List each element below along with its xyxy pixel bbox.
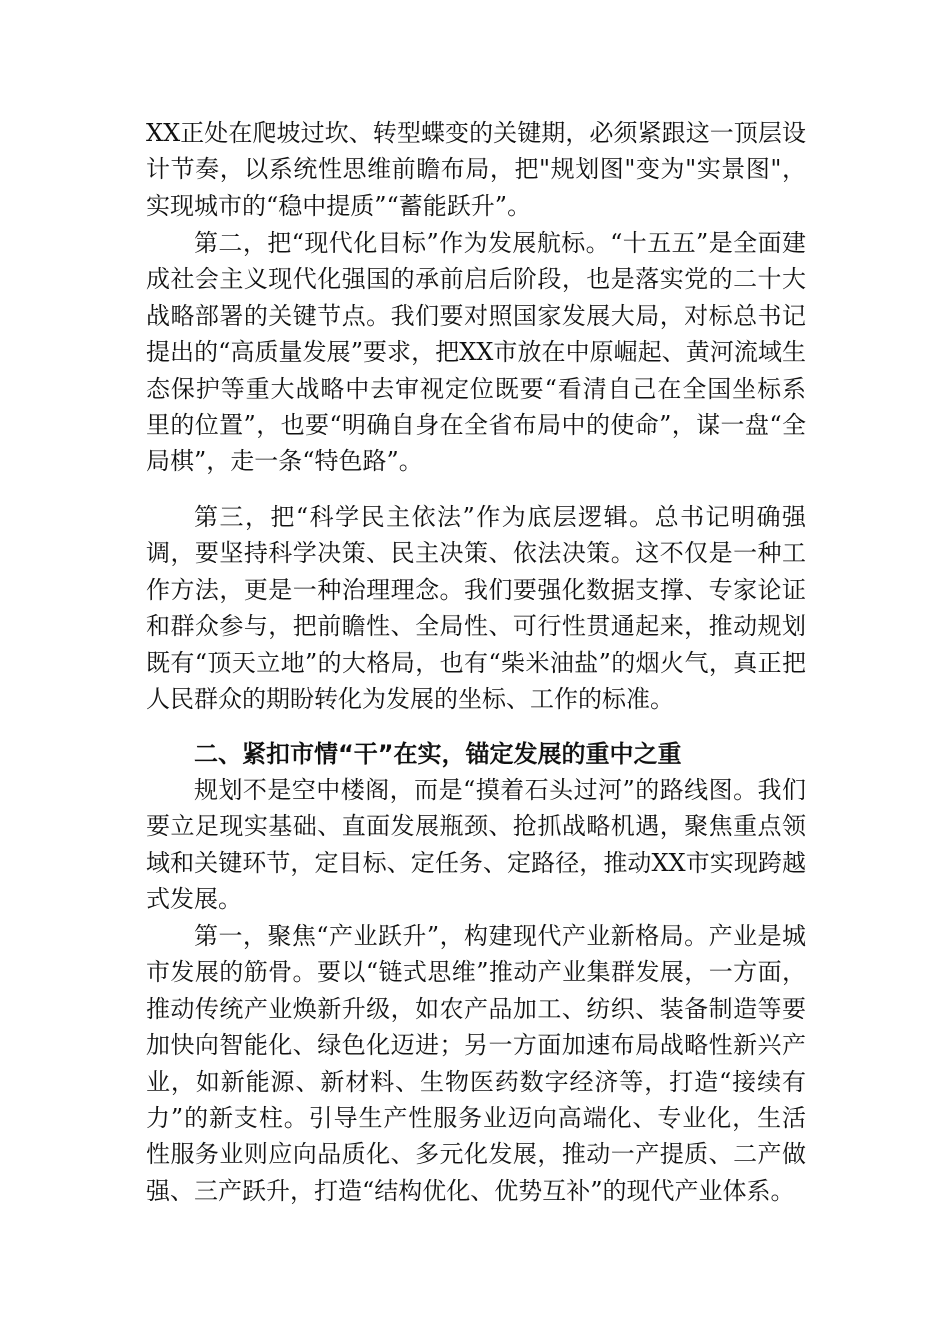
paragraph-first-focus: 第一，聚焦“产业跃升”，构建现代产业新格局。产业是城市发展的筋骨。要以“链式思维”推动产业集群发展，一方面，推动传统产业焕新升级，如农产品加工、纺织、装备制造等要加快向智能化、绿色化迈进；另一方面加速布局战略性新兴产业，如新能源、新材料、生物医药数字经济等，打造“接续有力”的新支柱。引导生产性服务业迈向高端化、专业化，生活性服务业则应向品质化、多元化发展，推动一产提质、二产做强、三产跃升，打造“结构优化、优势互补”的现代产业体系。	[146, 922, 806, 1205]
paragraph-section-intro: 规划不是空中楼阁，而是“摸着石头过河”的路线图。我们要立足现实基础、直面发展瓶颈、抢抓战略机遇，聚焦重点领域和关键环节，定目标、定任务、定路径，推动XX市实现跨越式发展。	[146, 776, 806, 914]
paragraph-intro-continuation: XX正处在爬坡过坎、转型蝶变的关键期，必须紧跟这一顶层设计节奏，以系统性思维前瞻布局，把"规划图"变为"实景图"，实现城市的“稳中提质”“蓄能跃升”。	[146, 119, 806, 220]
paragraph-second-point: 第二，把“现代化目标”作为发展航标。“十五五”是全面建成社会主义现代化强国的承前启后阶段，也是落实党的二十大战略部署的关键节点。我们要对照国家发展大局，对标总书记提出的“高质量发展”要求，把XX市放在中原崛起、黄河流域生态保护等重大战略中去审视定位既要“看清自己在全国坐标系里的位置”，也要“明确自身在全省布局中的使命”，谋一盘“全局棋”，走一条“特色路”。	[146, 229, 806, 476]
paragraph-third-point: 第三，把“科学民主依法”作为底层逻辑。总书记明确强调，要坚持科学决策、民主决策、依法决策。这不仅是一种工作方法，更是一种治理理念。我们要强化数据支撑、专家论证和群众参与，把前瞻性、全局性、可行性贯通起来，推动规划既有“顶天立地”的大格局，也有“柴米油盐”的烟火气，真正把人民群众的期盼转化为发展的坐标、工作的标准。	[146, 503, 806, 714]
section-heading: 二、紧扣市情“干”在实，锚定发展的重中之重	[194, 740, 682, 768]
